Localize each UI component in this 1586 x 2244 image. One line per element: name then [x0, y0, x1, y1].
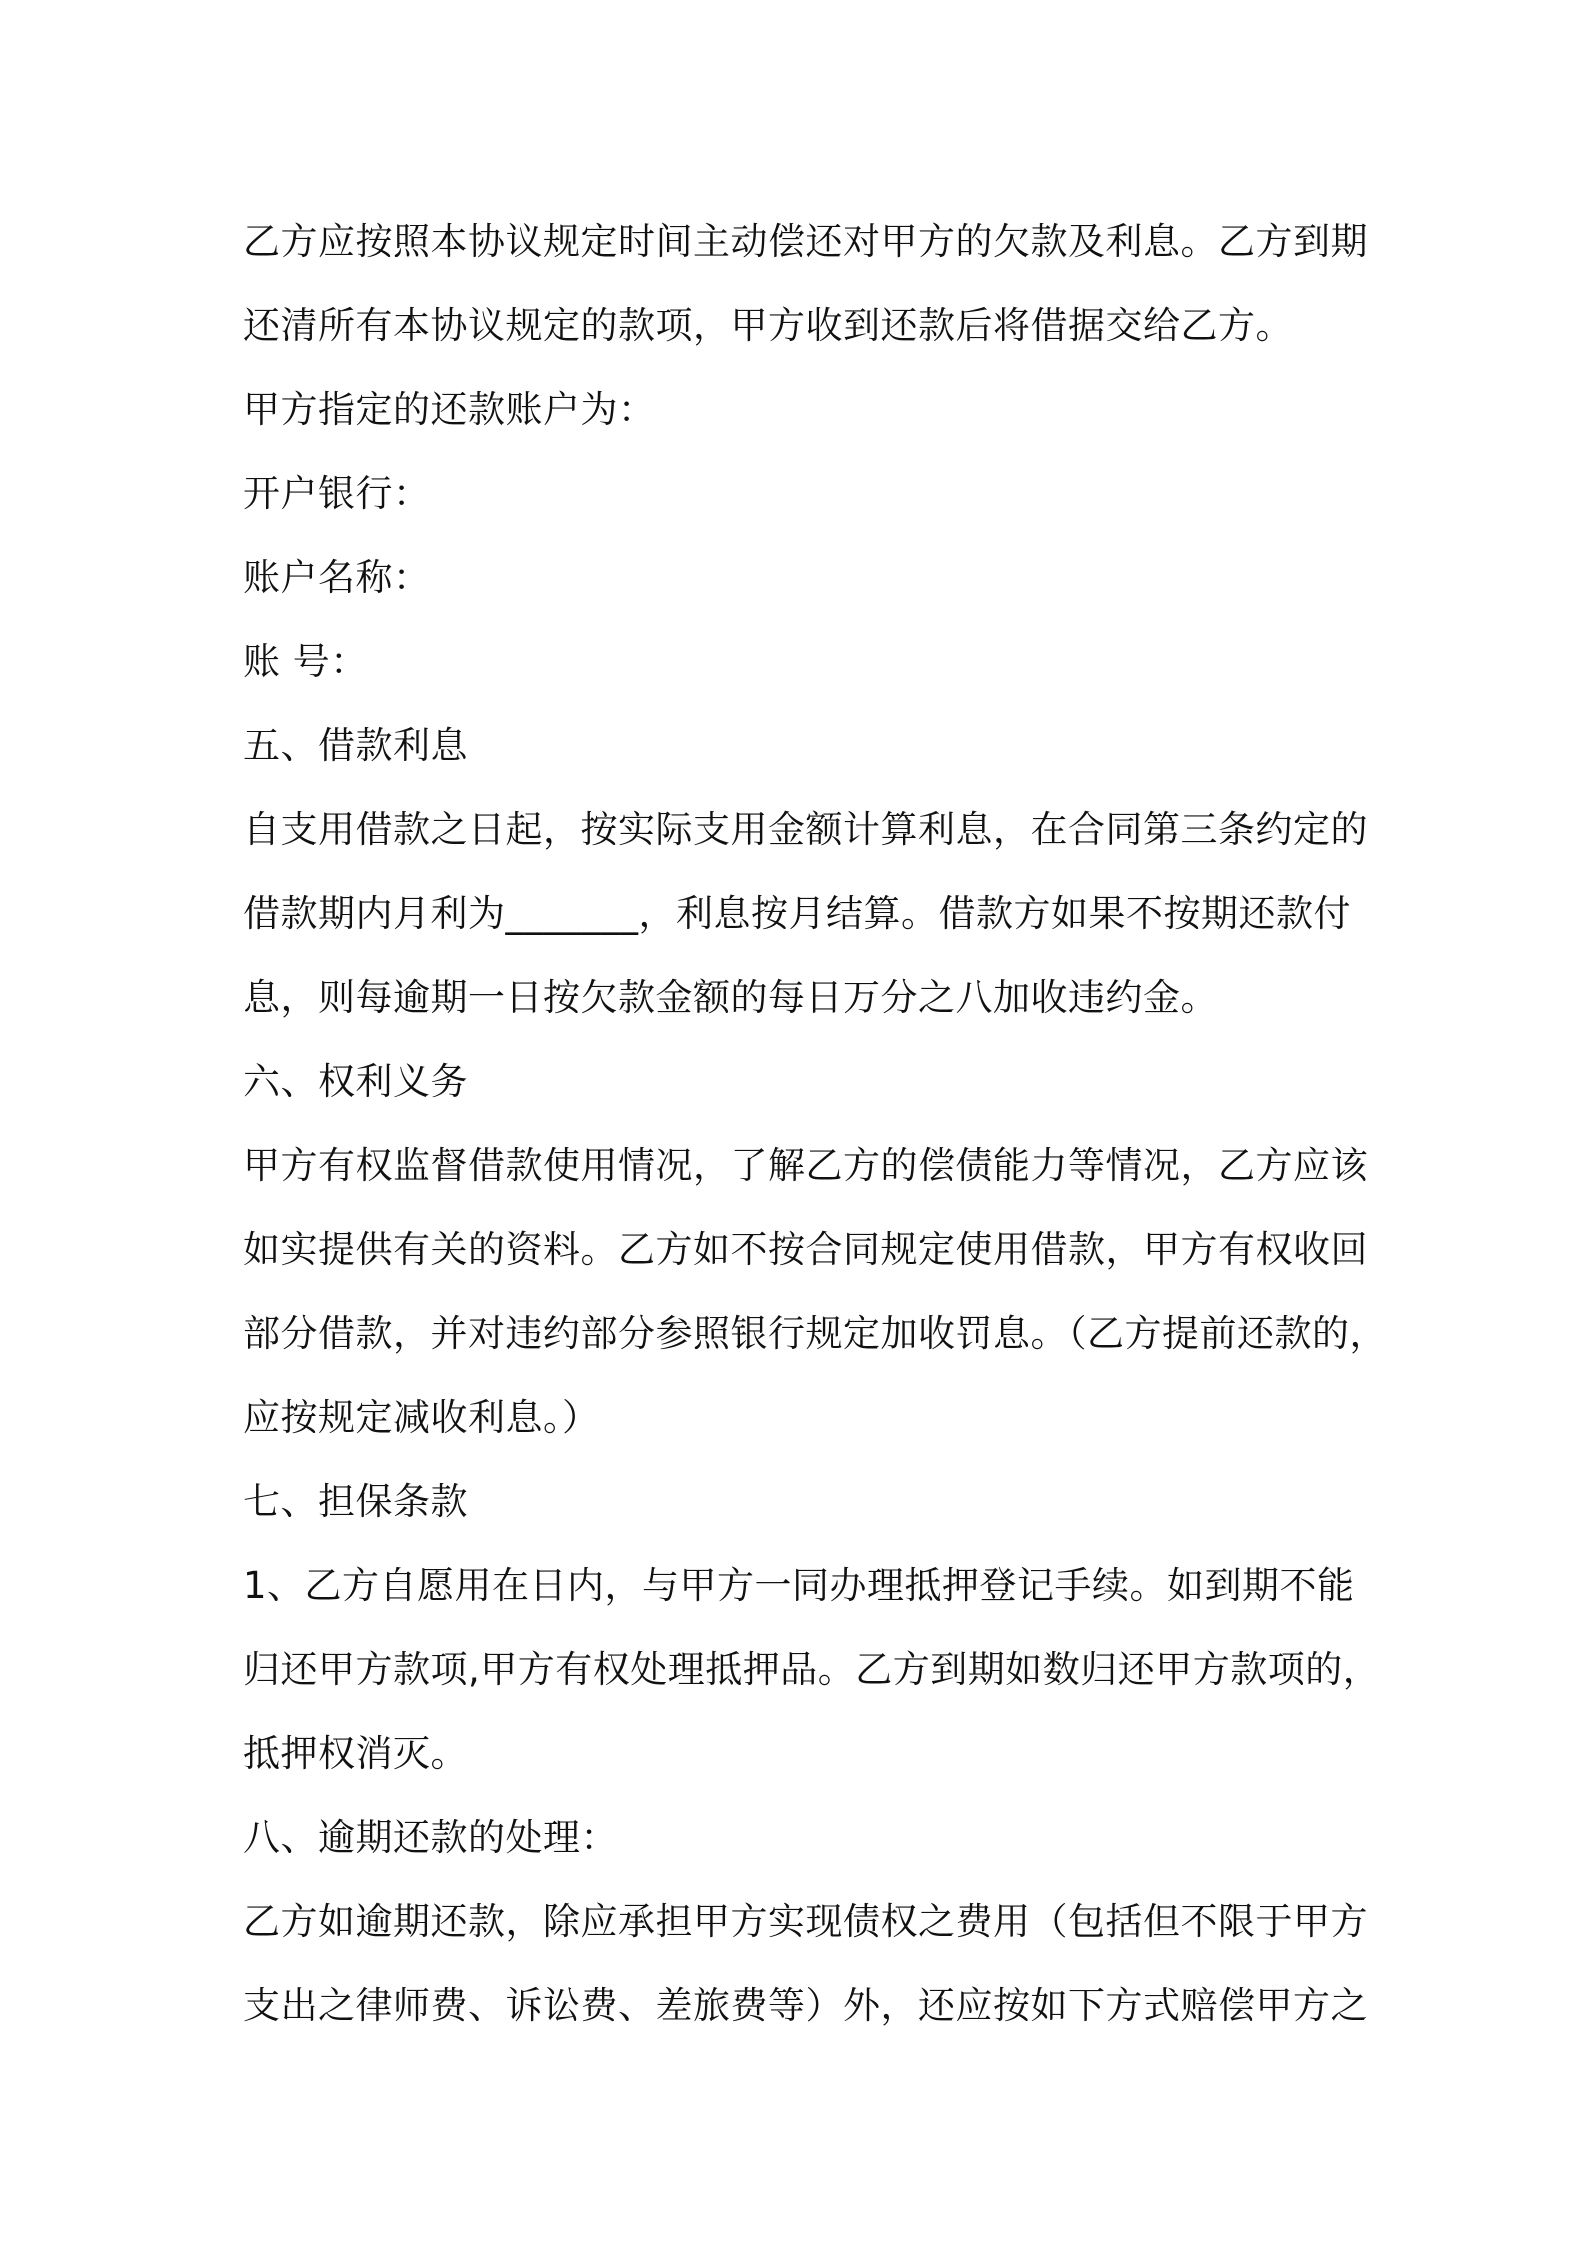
paragraph-line: 借款期内月利为_______，利息按月结算。借款方如果不按期还款付	[243, 892, 1351, 935]
bank-name-label: 开户银行：	[243, 472, 431, 515]
section-heading-rights: 六、权利义务	[243, 1060, 468, 1103]
paragraph-line: 甲方指定的还款账户为：	[243, 388, 656, 431]
paragraph-line: 乙方如逾期还款，除应承担甲方实现债权之费用（包括但不限于甲方	[243, 1900, 1368, 1943]
paragraph-line: 归还甲方款项,甲方有权处理抵押品。乙方到期如数归还甲方款项的，	[243, 1648, 1381, 1691]
section-heading-overdue: 八、逾期还款的处理：	[243, 1816, 618, 1859]
account-number-label: 账 号：	[243, 640, 368, 683]
account-name-label: 账户名称：	[243, 556, 431, 599]
section-heading-interest: 五、借款利息	[243, 724, 468, 767]
paragraph-line: 息，则每逾期一日按欠款金额的每日万分之八加收违约金。	[243, 976, 1218, 1019]
paragraph-line: 应按规定减收利息。）	[243, 1396, 600, 1439]
document-body	[243, 200, 1387, 2048]
paragraph-line: 如实提供有关的资料。乙方如不按合同规定使用借款，甲方有权收回	[243, 1228, 1368, 1271]
paragraph-line: 支出之律师费、诉讼费、差旅费等）外，还应按如下方式赔偿甲方之	[243, 1984, 1368, 2027]
paragraph-line: 部分借款，并对违约部分参照银行规定加收罚息。（乙方提前还款的，	[243, 1312, 1387, 1355]
paragraph-line: 还清所有本协议规定的款项，甲方收到还款后将借据交给乙方。	[243, 304, 1293, 347]
paragraph-line: 自支用借款之日起，按实际支用金额计算利息，在合同第三条约定的	[243, 808, 1368, 851]
paragraph-line: 1、乙方自愿用在日内，与甲方一同办理抵押登记手续。如到期不能	[243, 1564, 1355, 1607]
section-heading-guarantee: 七、担保条款	[243, 1480, 468, 1523]
paragraph-line: 甲方有权监督借款使用情况，了解乙方的偿债能力等情况，乙方应该	[243, 1144, 1368, 1187]
paragraph-line: 抵押权消灭。	[243, 1732, 468, 1775]
paragraph-line: 乙方应按照本协议规定时间主动偿还对甲方的欠款及利息。乙方到期	[243, 220, 1368, 263]
